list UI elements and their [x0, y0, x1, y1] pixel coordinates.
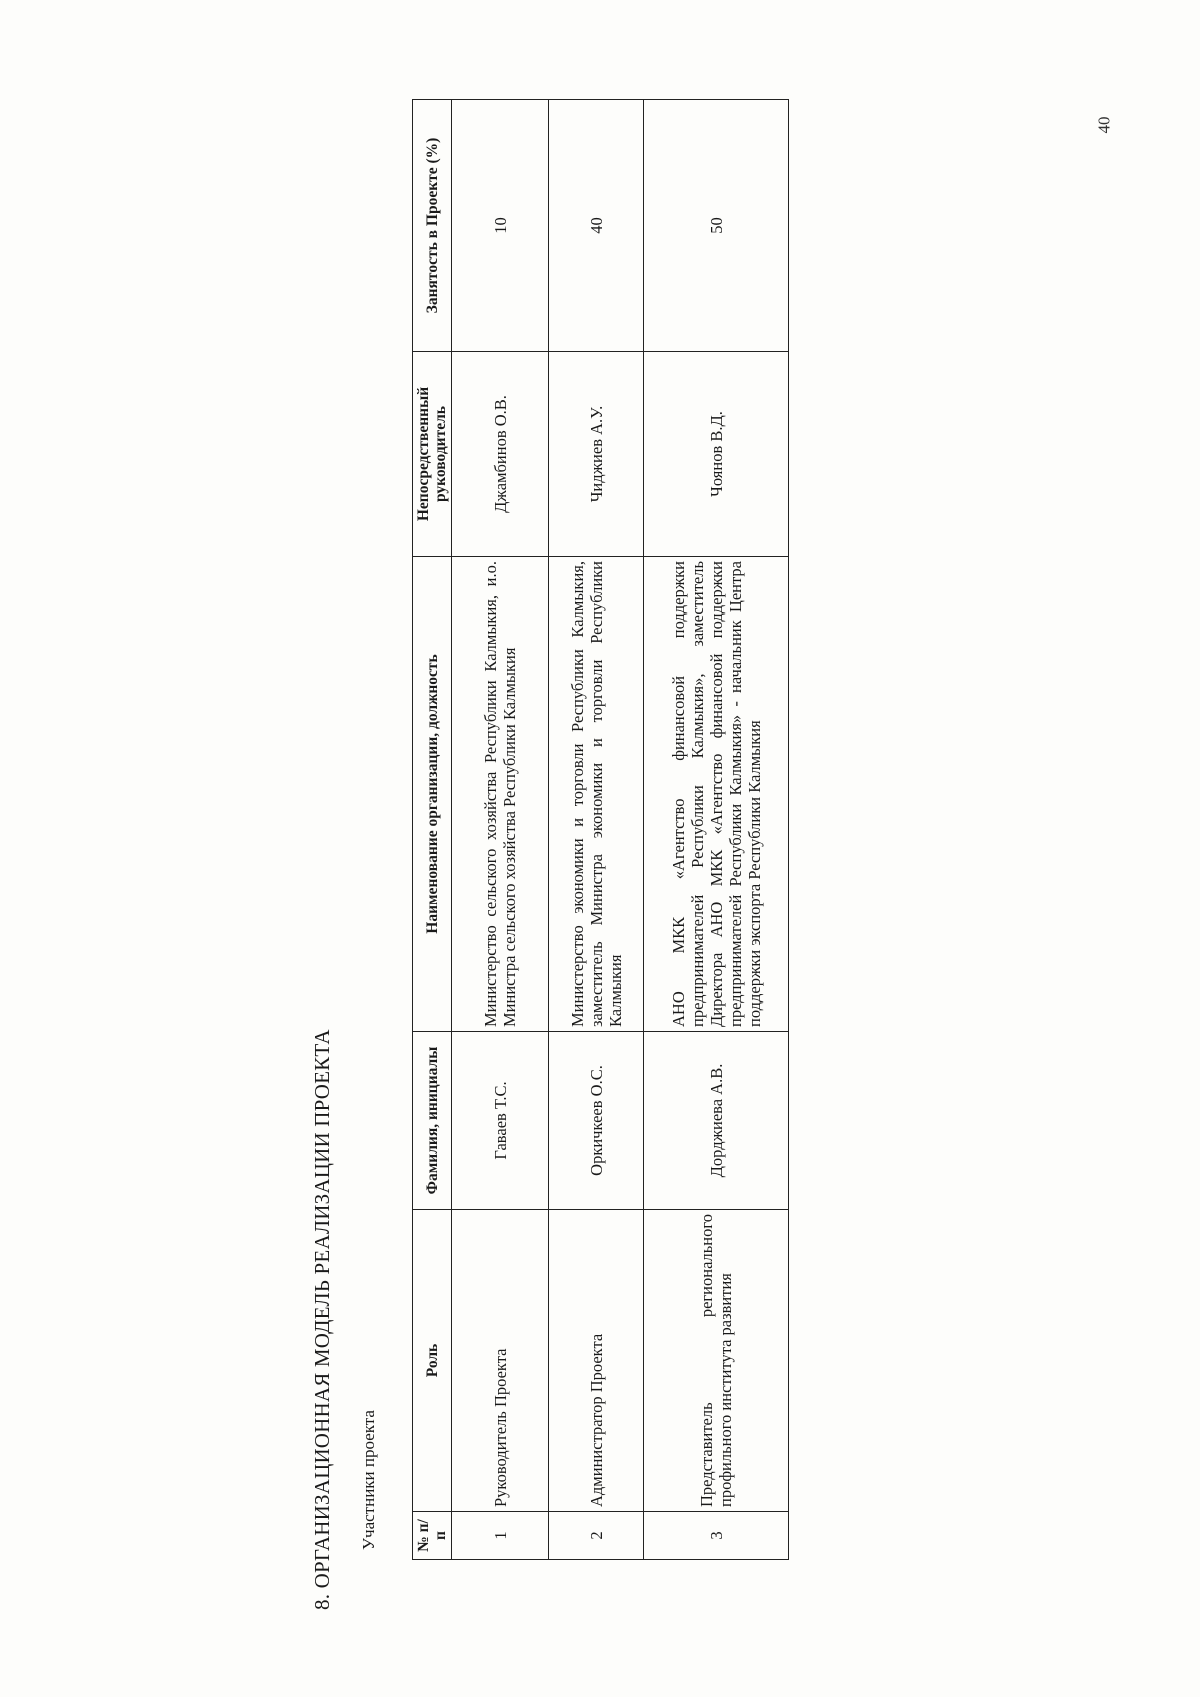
header-manager: Непосредственный руководитель — [413, 352, 452, 557]
table-row — [549, 100, 644, 1560]
cell-org: Министерство сельского хозяйства Республики Калмыкия, и.о. Министра сельского хозяйства Республики Калмыкия — [452, 557, 549, 1032]
cell-num: 2 — [549, 1512, 644, 1560]
rotated-page-content — [310, 38, 830, 1618]
section-subtitle: Участники проекта — [359, 1410, 378, 1550]
table-row — [644, 100, 789, 1560]
page-number: 40 — [1094, 116, 1114, 134]
table-row — [452, 100, 549, 1560]
cell-name: Гаваев Т.С. — [452, 1032, 549, 1210]
cell-load: 50 — [644, 100, 789, 352]
cell-name: Оркичкеев О.С. — [549, 1032, 644, 1210]
header-num: № п/п — [413, 1512, 452, 1560]
cell-manager: Чиджиев А.У. — [549, 352, 644, 557]
cell-org: АНО МКК «Агентство финансовой поддержки предпринимателей Республики Калмыкия», заместитель Директора АНО МКК «Агентство финансовой поддержки предпринимателей Республики Калмыкия» - начальник Центра поддержки экспорта Республики Калмыкия — [644, 557, 789, 1032]
cell-num: 1 — [452, 1512, 549, 1560]
cell-manager: Чоянов В.Д. — [644, 352, 789, 557]
cell-org: Министерство экономики и торговли Республики Калмыкия, заместитель Министра экономики и торговли Республики Калмыкия — [549, 557, 644, 1032]
header-role: Роль — [413, 1210, 452, 1512]
header-name: Фамилия, инициалы — [413, 1032, 452, 1210]
header-load: Занятость в Проекте (%) — [413, 100, 452, 352]
cell-load: 10 — [452, 100, 549, 352]
cell-num: 3 — [644, 1512, 789, 1560]
cell-role: Руководитель Проекта — [452, 1210, 549, 1512]
header-org: Наименование организации, должность — [413, 557, 452, 1032]
cell-manager: Джамбинов О.В. — [452, 352, 549, 557]
cell-load: 40 — [549, 100, 644, 352]
section-title: 8. ОРГАНИЗАЦИОННАЯ МОДЕЛЬ РЕАЛИЗАЦИИ ПРОЕКТА — [310, 1029, 334, 1610]
cell-role: Администратор Проекта — [549, 1210, 644, 1512]
cell-name: Дорджиева А.В. — [644, 1032, 789, 1210]
cell-role: Представитель регионального профильного института развития — [644, 1210, 789, 1512]
table-header-row — [413, 100, 452, 1560]
participants-table — [412, 99, 789, 1560]
